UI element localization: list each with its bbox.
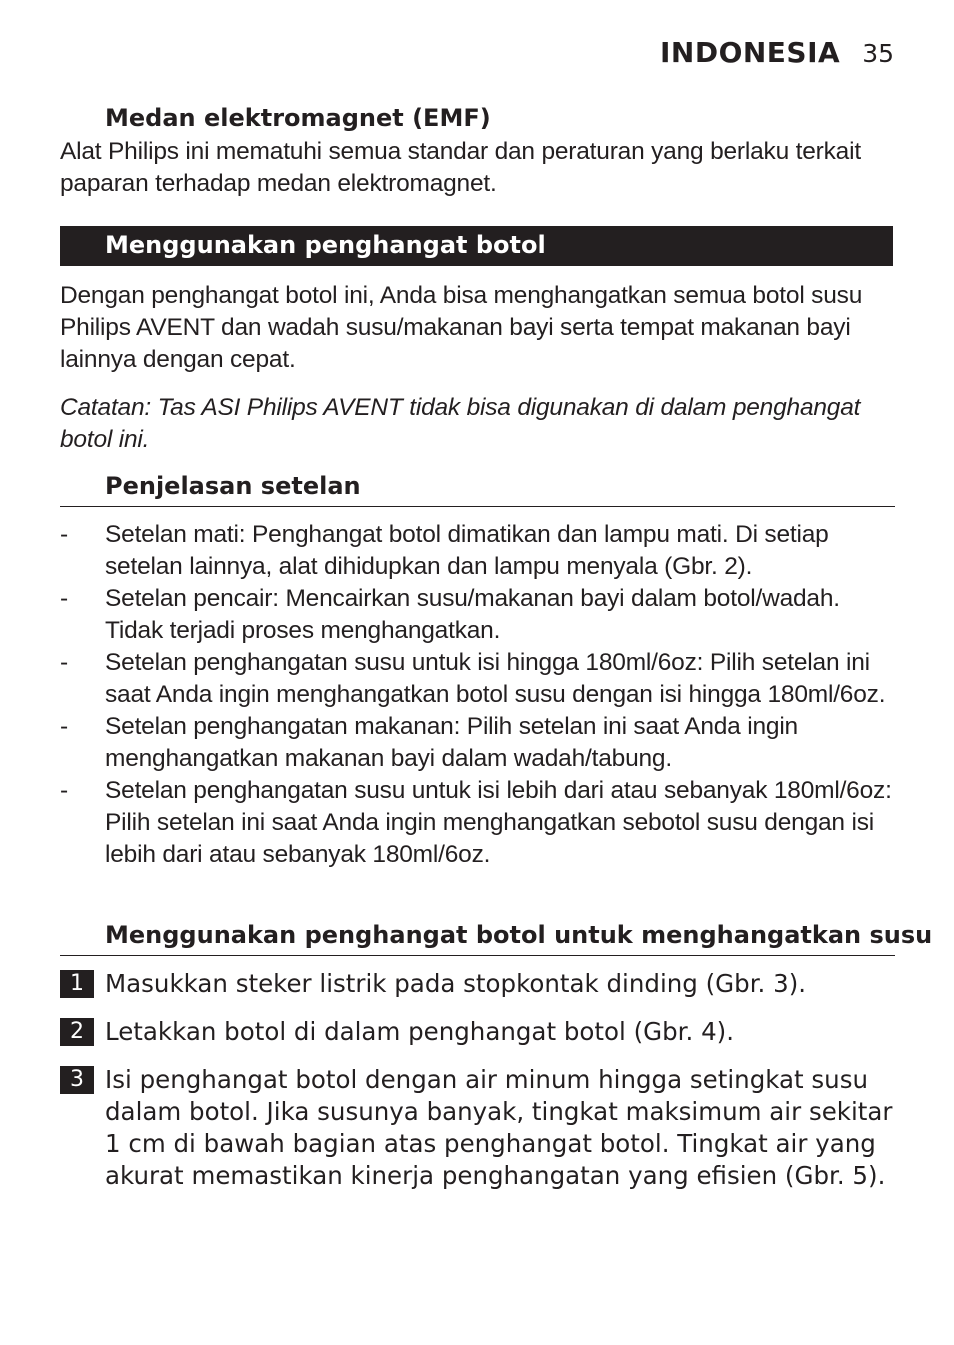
warming-milk-heading: Menggunakan penghangat botol untuk menghangatkan susu [105, 921, 933, 949]
list-item-text: Setelan penghangatan makanan: Pilih setelan ini saat Anda ingin menghangatkan makanan bayi dalam wadah/tabung. [105, 713, 798, 772]
intro-paragraph: Dengan penghangat botol ini, Anda bisa menghangatkan semua botol susu Philips AVENT dan wadah susu/makanan bayi serta tempat makanan bayi lainnya dengan cepat. [60, 282, 863, 373]
step-number-badge: 2 [60, 1018, 94, 1046]
warming-milk-heading-rule [60, 955, 895, 956]
step-number-badge: 1 [60, 970, 94, 998]
step-1 [60, 968, 900, 1000]
settings-heading: Penjelasan setelan [105, 472, 361, 500]
list-item-text: Setelan penghangatan susu untuk isi lebih dari atau sebanyak 180ml/6oz: Pilih setelan ini saat Anda ingin menghangatkan sebotol susu dengan isi lebih dari atau sebanyak 180ml/6oz. [105, 777, 892, 868]
list-item: - Setelan penghangatan susu untuk isi lebih dari atau sebanyak 180ml/6oz: Pilih setelan ini saat Anda ingin menghangatkan sebotol susu dengan isi lebih dari atau sebanyak 180ml/6oz. [60, 777, 892, 868]
note-paragraph: Catatan: Tas ASI Philips AVENT tidak bisa digunakan di dalam penghangat botol ini. [60, 394, 861, 453]
list-item: - Setelan penghangatan makanan: Pilih setelan ini saat Anda ingin menghangatkan makanan bayi dalam wadah/tabung. [60, 713, 798, 772]
step-3 [60, 1064, 900, 1192]
step-text: Isi penghangat botol dengan air minum hingga setingkat susu dalam botol. Jika susunya banyak, tingkat maksimum air sekitar 1 cm di bawah bagian atas penghangat botol. Tingkat air yang akurat memastikan kinerja penghangatan yang efisien (Gbr. 5). [105, 1065, 893, 1190]
step-2 [60, 1016, 900, 1048]
list-item-text: Setelan mati: Penghangat botol dimatikan dan lampu mati. Di setiap setelan lainnya, alat dihidupkan dan lampu menyala (Gbr. 2). [105, 521, 829, 580]
page-number: 35 [862, 39, 894, 68]
section-banner [60, 226, 893, 266]
emf-paragraph: Alat Philips ini mematuhi semua standar dan peraturan yang berlaku terkait paparan terhadap medan elektromagnet. [60, 138, 861, 197]
step-text: Letakkan botol di dalam penghangat botol (Gbr. 4). [105, 1017, 734, 1046]
list-item: - Setelan mati: Penghangat botol dimatikan dan lampu mati. Di setiap setelan lainnya, alat dihidupkan dan lampu menyala (Gbr. 2). [60, 521, 829, 580]
step-number-badge: 3 [60, 1066, 94, 1094]
list-item-text: Setelan pencair: Mencairkan susu/makanan bayi dalam botol/wadah. Tidak terjadi proses menghangatkan. [105, 585, 840, 644]
page-header [660, 36, 894, 69]
list-item-text: Setelan penghangatan susu untuk isi hingga 180ml/6oz: Pilih setelan ini saat Anda ingin menghangatkan botol susu dengan isi hingga 180ml/6oz. [105, 649, 886, 708]
section-banner-title: Menggunakan penghangat botol [105, 231, 546, 259]
list-item: - Setelan penghangatan susu untuk isi hingga 180ml/6oz: Pilih setelan ini saat Anda ingin menghangatkan botol susu dengan isi hingga 180ml/6oz. [60, 649, 886, 708]
step-text: Masukkan steker listrik pada stopkontak dinding (Gbr. 3). [105, 969, 807, 998]
emf-heading: Medan elektromagnet (EMF) [105, 104, 491, 132]
language-title: INDONESIA [659, 36, 841, 69]
settings-heading-rule [60, 506, 895, 507]
list-item: - Setelan pencair: Mencairkan susu/makanan bayi dalam botol/wadah. Tidak terjadi proses menghangatkan. [60, 585, 840, 644]
settings-list [60, 519, 900, 871]
